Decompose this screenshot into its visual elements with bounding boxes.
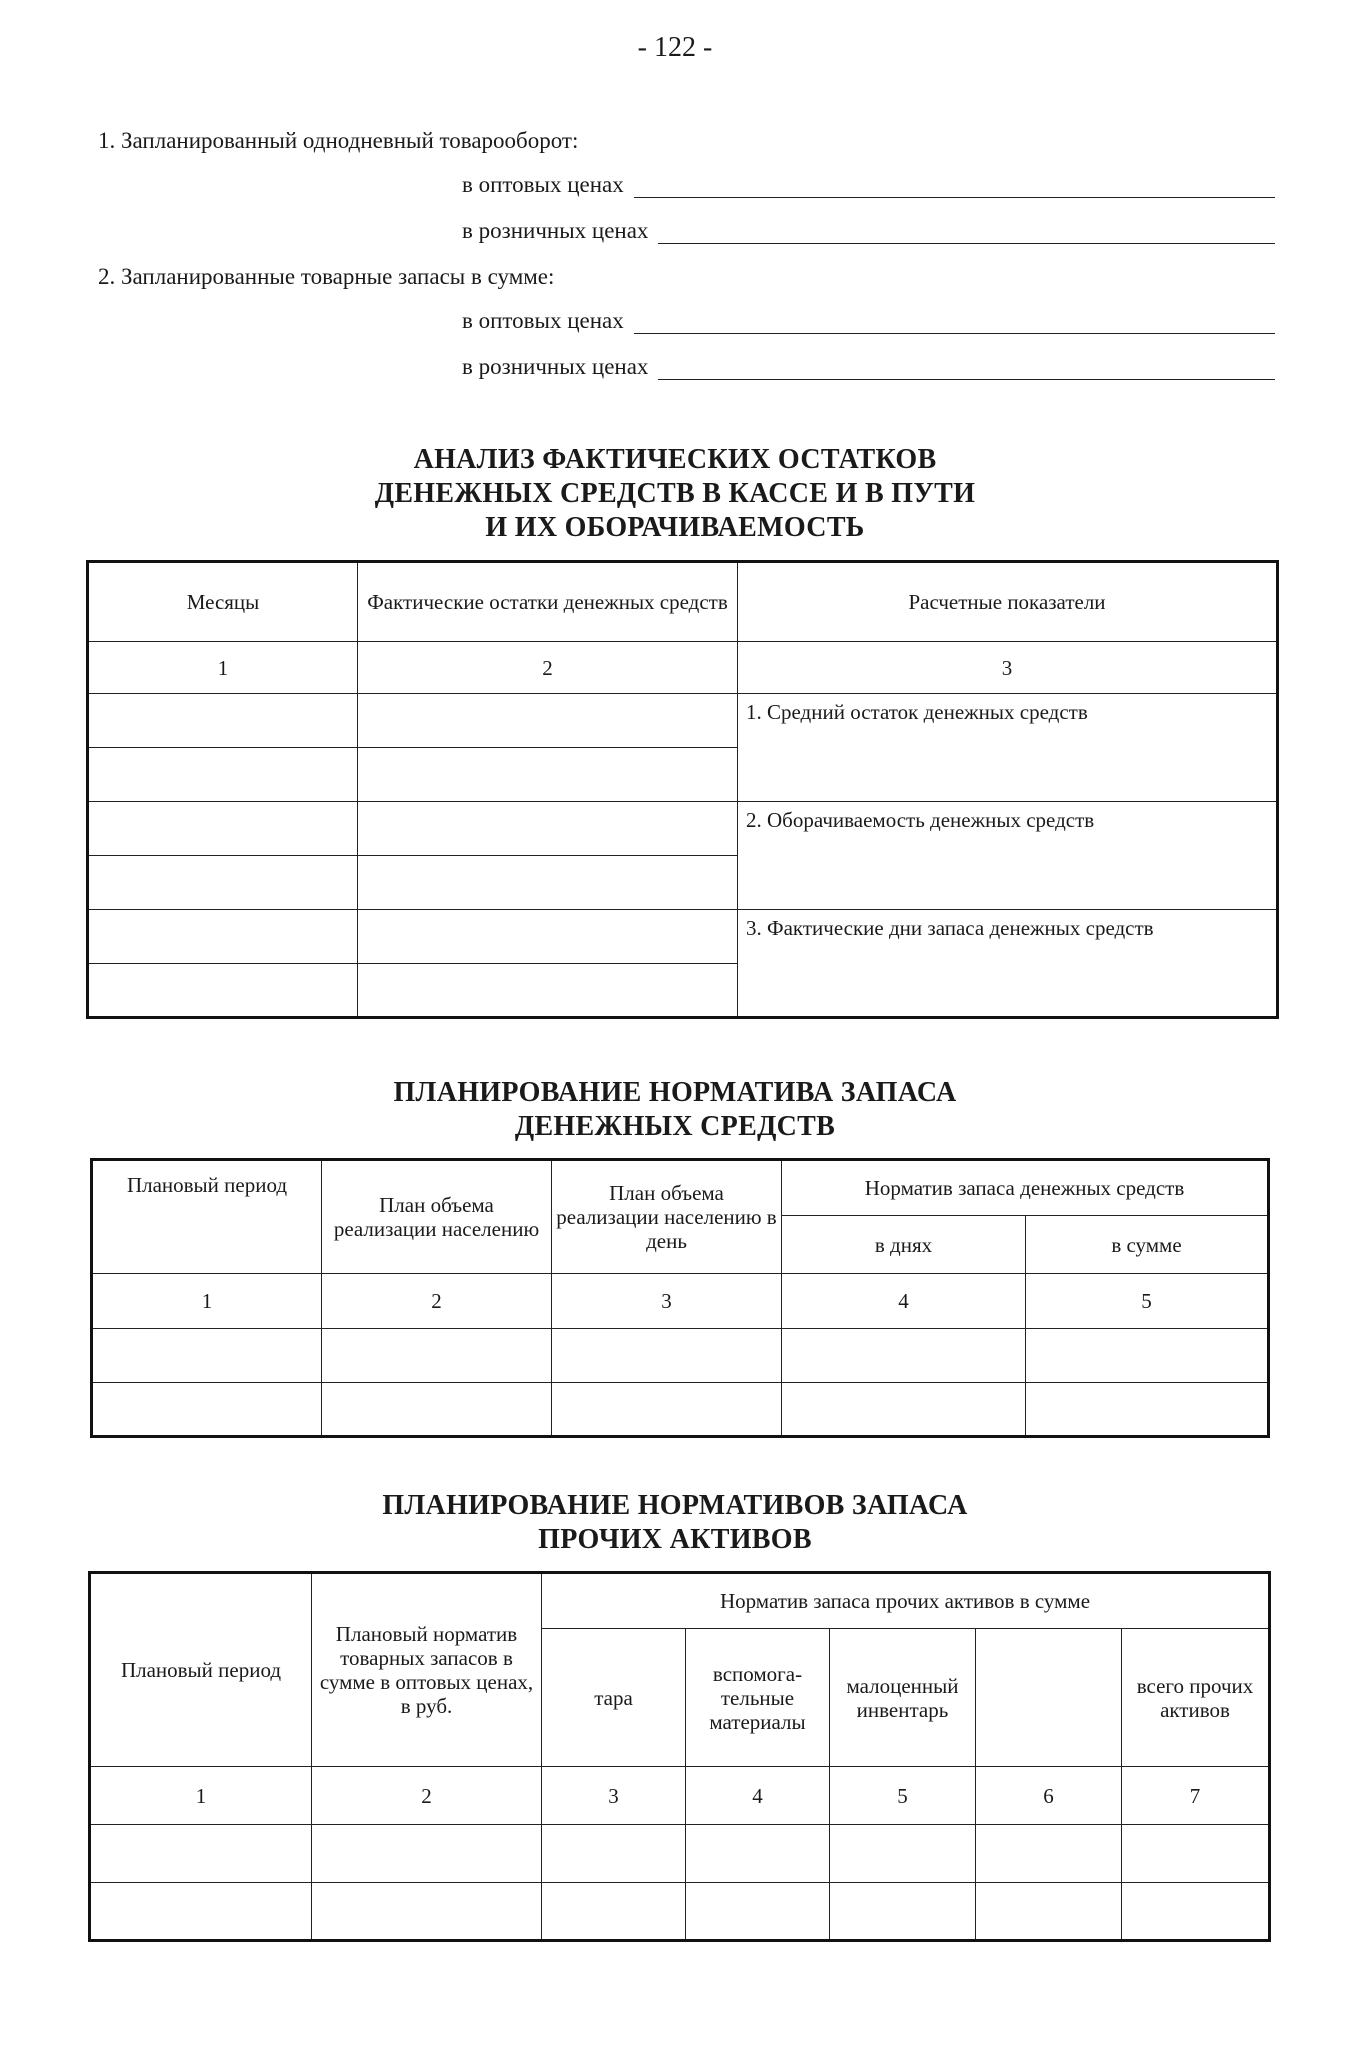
header-tara: тара (542, 1629, 686, 1767)
table3-title-line-1: ПЛАНИРОВАНИЕ НОРМАТИВОВ ЗАПАСА (382, 1490, 968, 1521)
month-cell[interactable] (88, 694, 358, 748)
balance-cell[interactable] (358, 964, 738, 1018)
col-number: 7 (1122, 1767, 1270, 1825)
header-low-value-inventory: малоценный инвентарь (830, 1629, 976, 1767)
item1-retail-row (462, 218, 1275, 244)
month-cell[interactable] (88, 856, 358, 910)
item1-wholesale-blank[interactable] (634, 175, 1275, 198)
page-number: - 122 - (637, 32, 713, 63)
data-cell[interactable] (1122, 1883, 1270, 1941)
col-number: 1 (90, 1767, 312, 1825)
header-cash-norm: Норматив запаса денежных средств (782, 1160, 1269, 1216)
data-cell[interactable] (830, 1825, 976, 1883)
col-number: 3 (738, 642, 1278, 694)
indicator-turnover: 2. Оборачиваемость денежных средств (738, 802, 1278, 910)
data-cell[interactable] (782, 1328, 1026, 1382)
header-months: Месяцы (88, 562, 358, 642)
col-number: 2 (312, 1767, 542, 1825)
data-cell[interactable] (312, 1883, 542, 1941)
table3-title-line-2: ПРОЧИХ АКТИВОВ (538, 1524, 812, 1555)
header-plan-sales: План объема реализации населению (322, 1160, 552, 1274)
col-number: 6 (976, 1767, 1122, 1825)
data-cell[interactable] (976, 1825, 1122, 1883)
data-cell[interactable] (976, 1883, 1122, 1941)
data-cell[interactable] (92, 1382, 322, 1436)
table3-title (0, 1489, 1350, 1557)
item1-wholesale-label: в оптовых ценах (462, 172, 624, 197)
data-cell[interactable] (322, 1328, 552, 1382)
header-actual-balances: Фактические остатки денежных средств (358, 562, 738, 642)
header-total-other-assets: всего прочих активов (1122, 1629, 1270, 1767)
data-cell[interactable] (542, 1825, 686, 1883)
table2-title-line-2: ДЕНЕЖНЫХ СРЕДСТВ (514, 1111, 836, 1142)
balance-cell[interactable] (358, 748, 738, 802)
col-number: 4 (686, 1767, 830, 1825)
table1-title-line-2: ДЕНЕЖНЫХ СРЕДСТВ В КАССЕ И В ПУТИ (374, 478, 976, 509)
item1-wholesale-row (462, 172, 1275, 198)
indicator-actual-days: 3. Фактические дни запаса денежных средств (738, 910, 1278, 1018)
data-cell[interactable] (1122, 1825, 1270, 1883)
item1-label: 1. Запланированный однодневный товарооборот: (98, 128, 579, 153)
balance-cell[interactable] (358, 694, 738, 748)
col-number: 5 (830, 1767, 976, 1825)
data-cell[interactable] (90, 1825, 312, 1883)
other-assets-norm-table (88, 1571, 1271, 1942)
balance-cell[interactable] (358, 910, 738, 964)
data-cell[interactable] (552, 1328, 782, 1382)
header-indicators: Расчетные показатели (738, 562, 1278, 642)
header-plan-norm: Плановый норматив товарных запасов в сумме в оптовых ценах, в руб. (312, 1573, 542, 1767)
data-cell[interactable] (1026, 1328, 1269, 1382)
item2-retail-label: в розничных ценах (462, 354, 649, 379)
data-cell[interactable] (542, 1883, 686, 1941)
data-cell[interactable] (90, 1883, 312, 1941)
table1-title-line-1: АНАЛИЗ ФАКТИЧЕСКИХ ОСТАТКОВ (413, 444, 937, 475)
col-number: 1 (92, 1274, 322, 1328)
header-aux-materials: вспомога-тельные материалы (686, 1629, 830, 1767)
table1-title (0, 443, 1350, 545)
header-plan-sales-day: План объема реализации населению в день (552, 1160, 782, 1274)
table1-title-line-3: И ИХ ОБОРАЧИВАЕМОСТЬ (485, 512, 865, 543)
item2-label: 2. Запланированные товарные запасы в сумме: (98, 264, 555, 289)
col-number: 3 (552, 1274, 782, 1328)
item2-wholesale-blank[interactable] (634, 311, 1275, 334)
col-number: 4 (782, 1274, 1026, 1328)
header-planned-period: Плановый период (90, 1573, 312, 1767)
item2-wholesale-row (462, 308, 1275, 334)
data-cell[interactable] (686, 1825, 830, 1883)
data-cell[interactable] (782, 1382, 1026, 1436)
header-blank (976, 1629, 1122, 1767)
col-number: 2 (358, 642, 738, 694)
header-planned-period: Плановый период (92, 1160, 322, 1274)
data-cell[interactable] (312, 1825, 542, 1883)
col-number: 5 (1026, 1274, 1269, 1328)
col-number: 2 (322, 1274, 552, 1328)
balance-cell[interactable] (358, 802, 738, 856)
data-cell[interactable] (830, 1883, 976, 1941)
header-in-days: в днях (782, 1216, 1026, 1274)
month-cell[interactable] (88, 910, 358, 964)
table2-title (0, 1076, 1350, 1144)
item2-retail-blank[interactable] (658, 357, 1275, 380)
month-cell[interactable] (88, 748, 358, 802)
cash-analysis-table (86, 560, 1279, 1019)
header-other-assets-norm: Норматив запаса прочих активов в сумме (542, 1573, 1270, 1629)
item2-retail-row (462, 354, 1275, 380)
col-number: 1 (88, 642, 358, 694)
month-cell[interactable] (88, 802, 358, 856)
data-cell[interactable] (1026, 1382, 1269, 1436)
item1-retail-label: в розничных ценах (462, 218, 649, 243)
month-cell[interactable] (88, 964, 358, 1018)
data-cell[interactable] (92, 1328, 322, 1382)
item2-wholesale-label: в оптовых ценах (462, 308, 624, 333)
header-in-sum: в сумме (1026, 1216, 1269, 1274)
cash-norm-table (90, 1158, 1270, 1438)
indicator-average-balance: 1. Средний остаток денежных средств (738, 694, 1278, 802)
data-cell[interactable] (686, 1883, 830, 1941)
col-number: 3 (542, 1767, 686, 1825)
item1-retail-blank[interactable] (658, 221, 1275, 244)
data-cell[interactable] (552, 1382, 782, 1436)
data-cell[interactable] (322, 1382, 552, 1436)
table2-title-line-1: ПЛАНИРОВАНИЕ НОРМАТИВА ЗАПАСА (393, 1077, 957, 1108)
balance-cell[interactable] (358, 856, 738, 910)
